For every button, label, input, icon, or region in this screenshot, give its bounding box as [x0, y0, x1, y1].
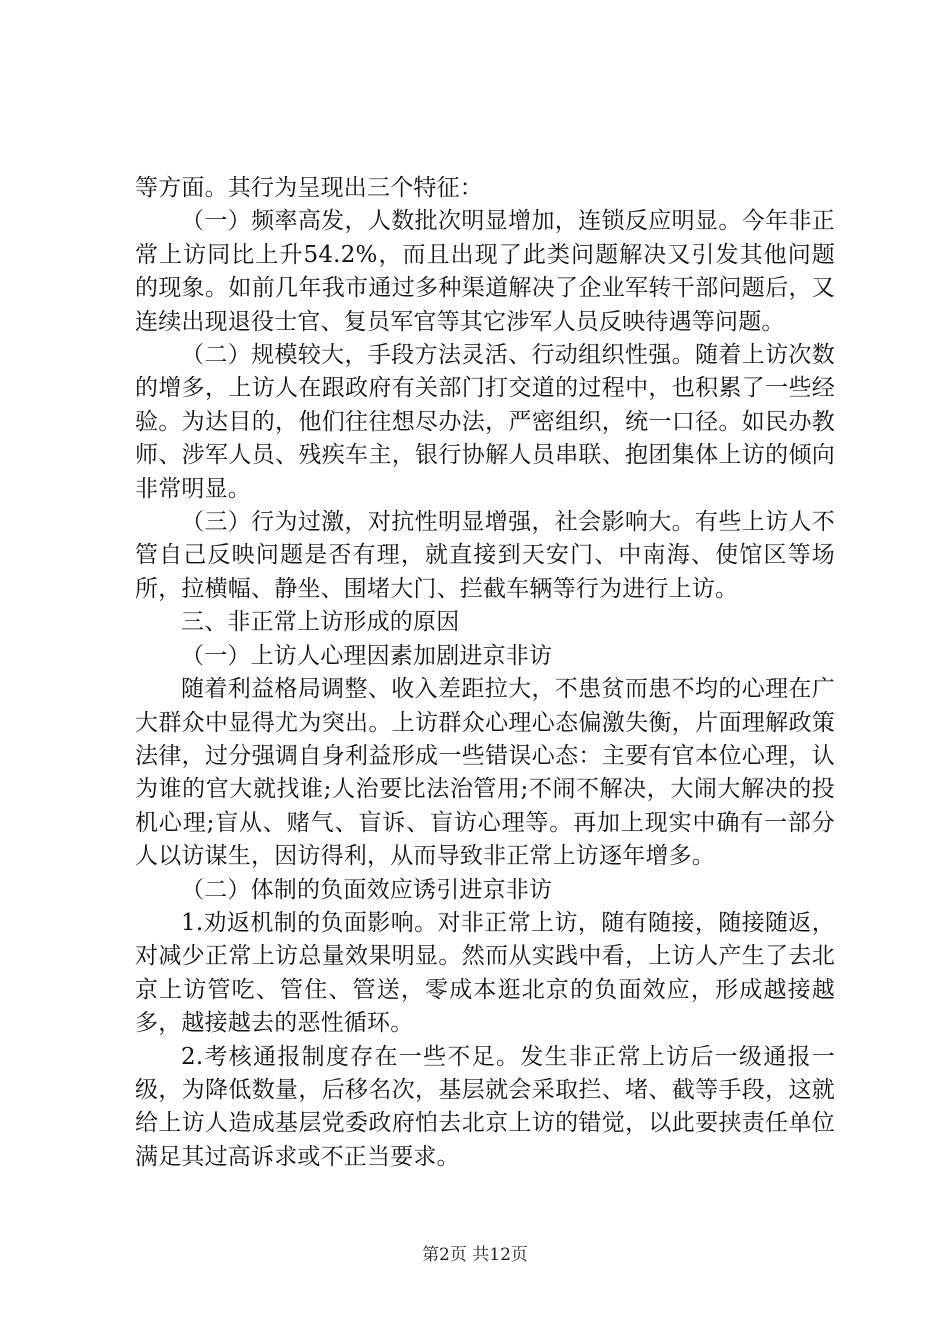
- paragraph-assessment-system: 2.考核通报制度存在一些不足。发生非正常上访后一级通报一级，为降低数量，后移名次，基层就会采取拦、堵、截等手段，这就给上访人造成基层党委政府怕去北京上访的错觉，以此要挟责任单位满足其过高诉求或不正当要求。: [135, 1043, 835, 1170]
- paragraph-continuation: 等方面。其行为呈现出三个特征：: [135, 175, 483, 201]
- page-number-footer: 第2页 共12页: [422, 1245, 528, 1265]
- subheading-psychology: （一）上访人心理因素加剧进京非访: [181, 642, 553, 669]
- paragraph-return-mechanism: 1.劝返机制的负面影响。对非正常上访，随有随接，随接随返，对减少正常上访总量效果明显。然而从实践中看，上访人产生了去北京上访管吃、管住、管送，零成本逛北京的负面效应，形成越接越多，越接越去的恶性循环。: [135, 909, 835, 1037]
- paragraph-feature-2: （二）规模较大，手段方法灵活、行动组织性强。随着上访次数的增多，上访人在跟政府有关部门打交道的过程中，也积累了一些经验。为达目的，他们往往想尽办法，严密组织，统一口径。如民办教师、涉军人员、残疾车主，银行协解人员串联、抱团集体上访的倾向非常明显。: [135, 342, 835, 502]
- paragraph-feature-1: （一）频率高发，人数批次明显增加，连锁反应明显。今年非正常上访同比上升54.2%，而且出现了此类问题解决又引发其他问题的现象。如前几年我市通过多种渠道解决了企业军转干部问题后，又连续出现退役士官、复员军官等其它涉军人员反映待遇等问题。: [135, 208, 835, 335]
- section-heading-causes: 三、非正常上访形成的原因: [181, 609, 460, 636]
- paragraph-feature-3: （三）行为过激，对抗性明显增强，社会影响大。有些上访人不管自己反映问题是否有理，就直接到天安门、中南海、使馆区等场所，拉横幅、静坐、围堵大门、拦截车辆等行为进行上访。: [135, 509, 835, 602]
- document-body: [135, 172, 835, 1174]
- subheading-system: （二）体制的负面效应诱引进京非访: [181, 876, 553, 903]
- paragraph-psychology: 随着利益格局调整、收入差距拉大，不患贫而患不均的心理在广大群众中显得尤为突出。上访群众心理心态偏激失衡，片面理解政策法律，过分强调自身利益形成一些错误心态：主要有官本位心理，认为谁的官大就找谁;人治要比法治管用;不闹不解决，大闹大解决的投机心理;盲从、赌气、盲诉、盲访心理等。再加上现实中确有一部分人以访谋生，因访得利，从而导致非正常上访逐年增多。: [135, 676, 835, 870]
